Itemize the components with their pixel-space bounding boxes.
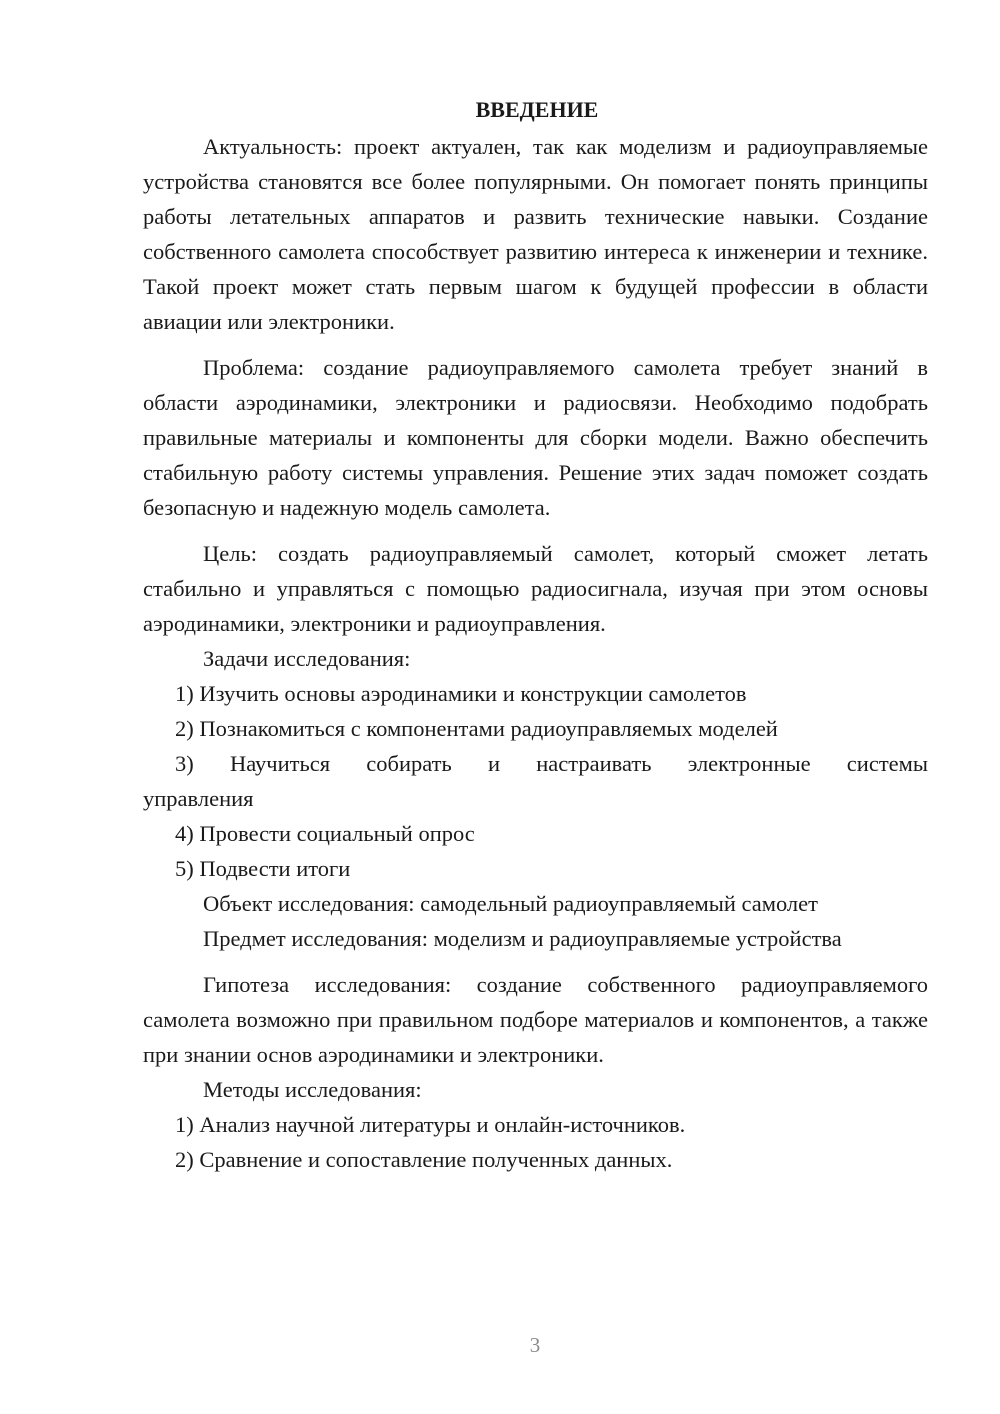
paragraph-relevance: Актуальность: проект актуален, так как моделизм и радиоуправляемые устройства становятся все более популярными. Он помогает понять принципы работы летательных аппаратов и развить технические навыки. Создание собственного самолета способствует развитию интереса к инженерии и технике. Такой проект может стать первым шагом к будущей профессии в области авиации или электроники. — [143, 134, 928, 334]
task-item: 2) Познакомиться с компонентами радиоуправляемых моделей — [175, 716, 778, 741]
research-subject: Предмет исследования: моделизм и радиоуправляемые устройства — [203, 926, 842, 951]
task-item: 1) Изучить основы аэродинамики и конструкции самолетов — [175, 681, 747, 706]
method-item: 1) Анализ научной литературы и онлайн-источников. — [175, 1112, 686, 1137]
page-number: 3 — [529, 1333, 541, 1357]
document-page — [143, 92, 928, 1177]
task-item: 4) Провести социальный опрос — [175, 821, 475, 846]
methods-heading: Методы исследования: — [203, 1077, 422, 1102]
paragraph-hypothesis: Гипотеза исследования: создание собственного радиоуправляемого самолета возможно при правильном подборе материалов и компонентов, а также при знании основ аэродинамики и электроники. — [143, 972, 928, 1067]
research-object: Объект исследования: самодельный радиоуправляемый самолет — [203, 891, 818, 916]
method-item: 2) Сравнение и сопоставление полученных данных. — [175, 1147, 673, 1172]
task-item: 3) Научиться собирать и настраивать электронные системы управления — [143, 751, 928, 811]
paragraph-goal: Цель: создать радиоуправляемый самолет, который сможет летать стабильно и управляться с помощью радиосигнала, изучая при этом основы аэродинамики, электроники и радиоуправления. — [143, 541, 928, 636]
paragraph-problem: Проблема: создание радиоуправляемого самолета требует знаний в области аэродинамики, электроники и радиосвязи. Необходимо подобрать правильные материалы и компоненты для сборки модели. Важно обеспечить стабильную работу системы управления. Решение этих задач поможет создать безопасную и надежную модель самолета. — [143, 355, 928, 520]
task-item: 5) Подвести итоги — [175, 856, 351, 881]
section-title: ВВЕДЕНИЕ — [475, 97, 599, 122]
tasks-heading: Задачи исследования: — [203, 646, 411, 671]
